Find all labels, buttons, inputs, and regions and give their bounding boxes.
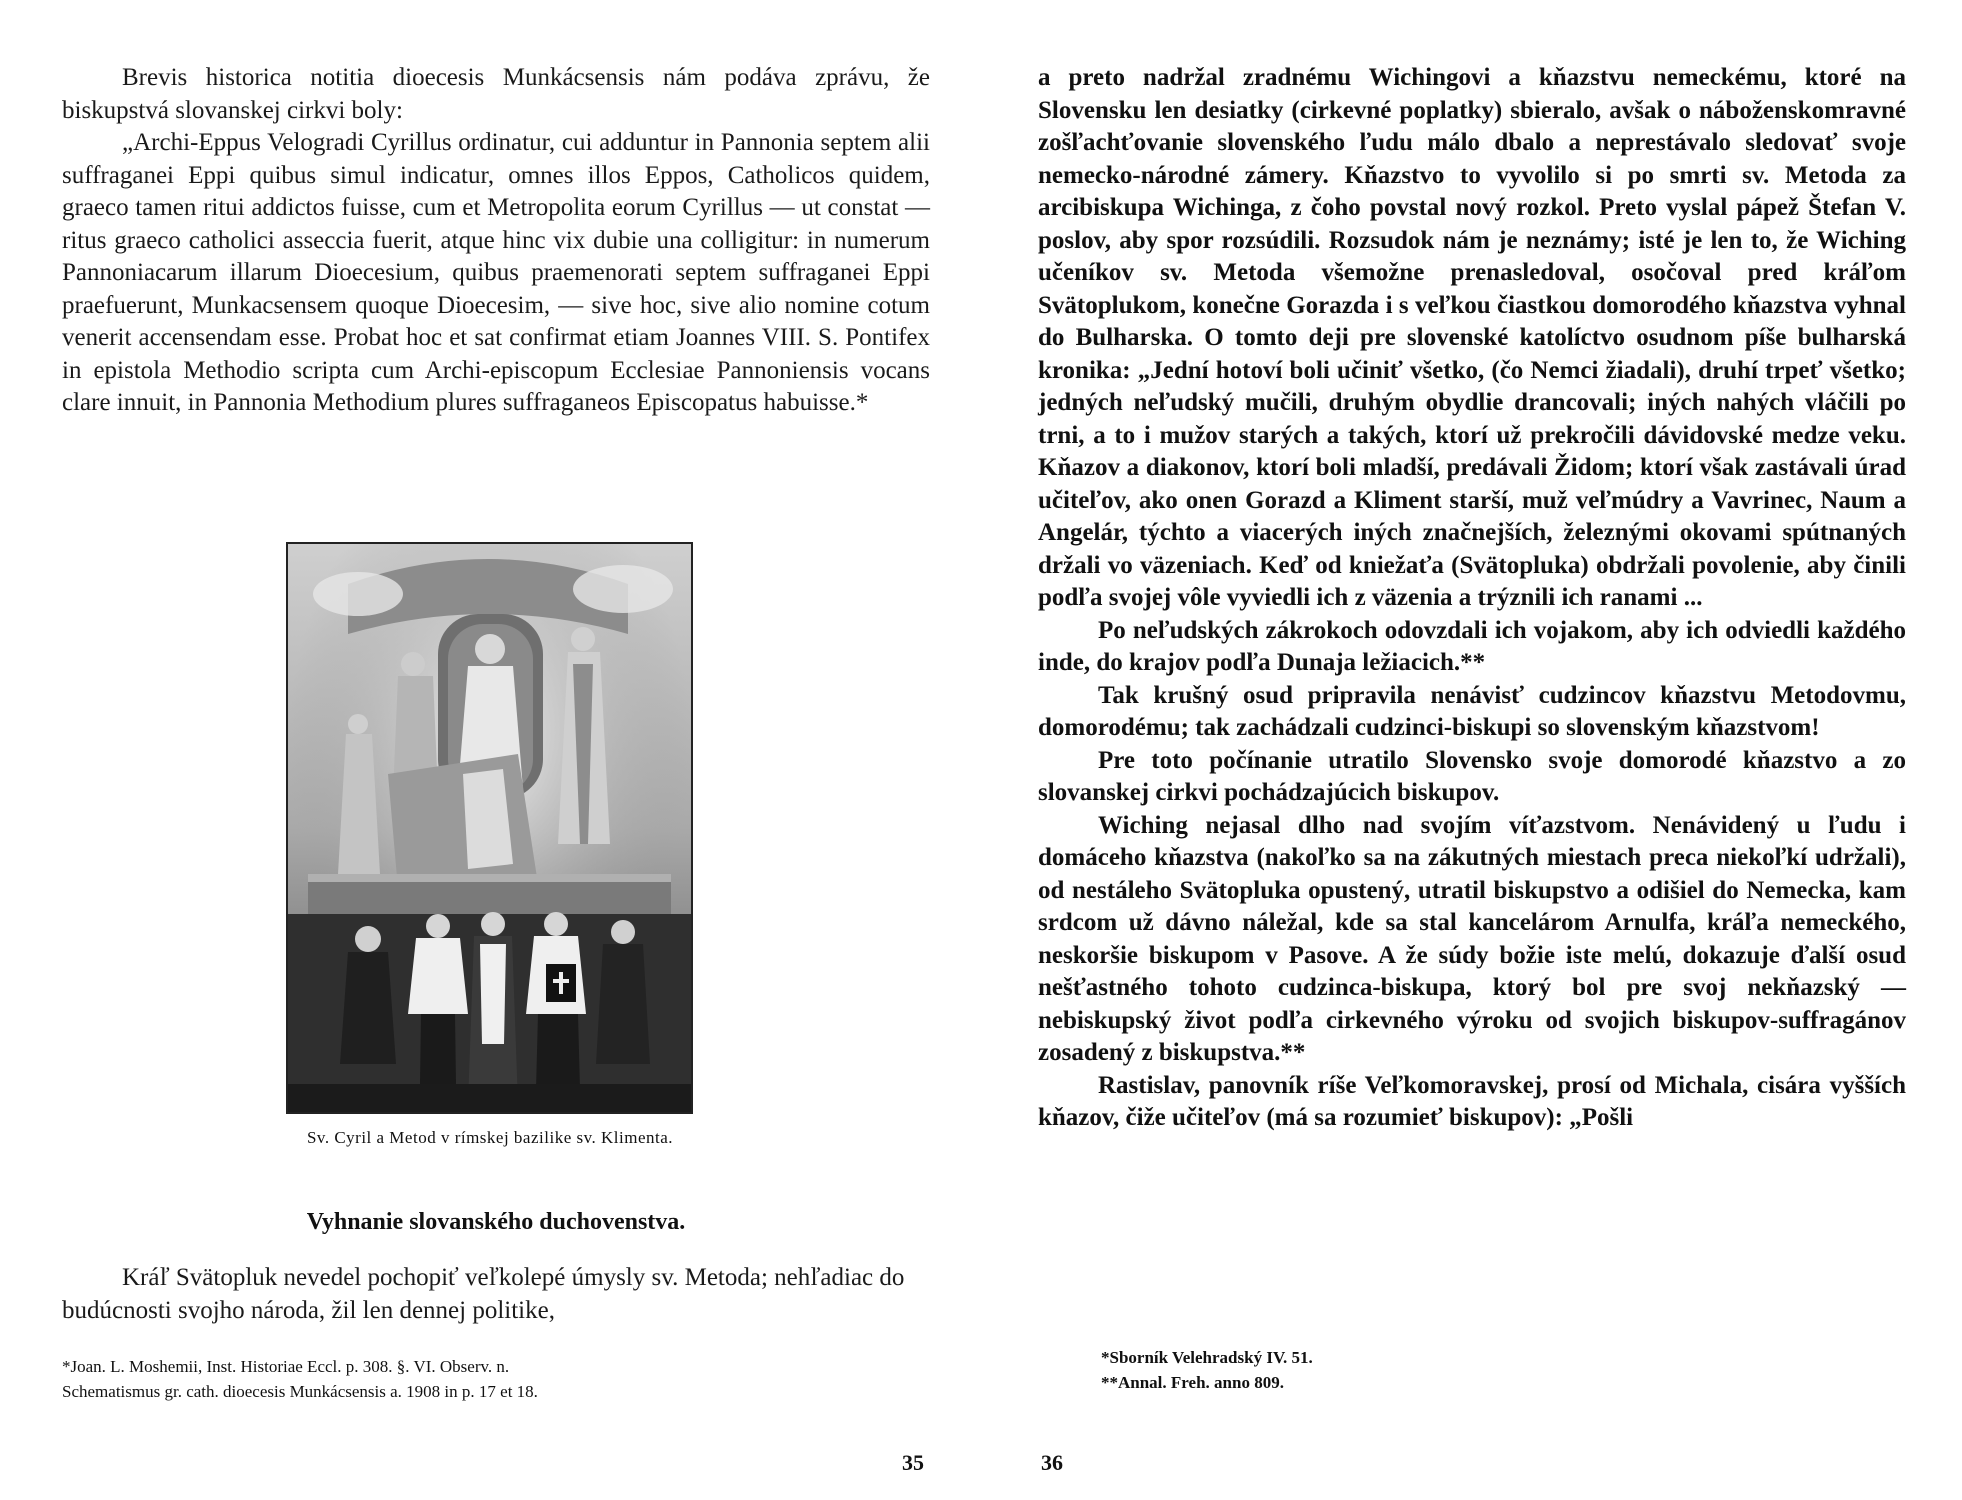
right-page (981, 0, 1962, 1500)
section-heading: Vyhnanie slovanského duchovenstva. (306, 1209, 686, 1235)
left-after-heading (62, 1262, 930, 1327)
right-paragraph-wiching: a preto nadržal zradnému Wichingovi a kňazstvu nemeckému, ktoré na Slovensku len desiatky (cirkevné poplatky) sbieralo, avšak o náboženskomravné zošľachťovanie slovenského ľudu málo dbalo a neprestávalo sledovať svoje nemecko-národné zámery. Kňazstvo to vyvolilo si po smrti sv. Metoda za arcibiskupa Wichinga, z čoho povstal nový rozkol. Preto vyslal pápež Štefan V. poslov, aby spor rozsúdili. Rozsudok nám je neznámy; isté je len to, že Wiching učeníkov sv. Metoda všemožne prenasledoval, osočoval pred kráľom Svätoplukom, konečne Gorazda i s veľkou čiastkou domorodého kňazstva vyhnal do Bulharska. O tomto deji pre slovenské katolíctvo osudnom píše bulharská kronika: „Jední hotoví boli učiniť všetko, (čo Nemci žiadali), druhí trpeť všetko; jedných neľudský mučili, druhým obydlie drancovali; iných nahých vláčili po trni, a to i mužov starých a takých, ktorí už prekročili dávidovské medze veku. Kňazov a diakonov, ktorí boli mladší, predávali Židom; ktorí však zastávali úrad učiteľov, ako onen Gorazd a Kliment starší, muž veľmúdry a Vavrinec, Naum a Angelár, týchto a viacerých iných značnejších, železnými okovami spútnaných držali vo väzeniach. Keď od kniežaťa (Svätopluka) obdržali povolenie, aby činili podľa svojej vôle vyviedli ich z väzenia a trýznili ich ranami ... (1038, 64, 1906, 611)
footnote-schematismus: Schematismus gr. cath. dioecesis Munkácsensis a. 1908 in p. 17 et 18. (62, 1382, 538, 1401)
right-paragraph-fate: Tak krušný osud pripravila nenávisť cudzincov kňazstvu Metodovmu, domorodému; tak zachádzali cudzinci-biskupi so slovenským kňazstvom! (1038, 681, 1906, 741)
footnote-sbornik: *Sborník Velehradský IV. 51. (1101, 1348, 1313, 1367)
left-footnotes (62, 1354, 930, 1404)
photo-cyril-methodius (286, 542, 693, 1114)
right-paragraph-wiching-end: Wiching nejasal dlho nad svojím víťazstvom. Nenávidený u ľudu i domáceho kňazstva (nakoľko sa na zákutných miestach preca niekoľkí udržali), od nestáleho Svätopluka opustený, utratil biskupstvo a odišiel do Nemecka, kam srdcom už dávno náležal, kde sa stal kancelárom Arnulfa, kráľa nemeckého, neskoršie biskupom v Pasove. A že súdy božie iste melú, dokazuje ďalší osud nešťastného tohoto cudzinca-biskupa, ktorý bol pre svoj nekňazský — nebiskupský život podľa cirkevného výroku od svojich biskupov-suffragánov zosadený z biskupstva.** (1038, 811, 1906, 1066)
footnote-mosheim: *Joan. L. Moshemii, Inst. Historiae Eccl. p. 308. §. VI. Observ. n. (62, 1357, 510, 1376)
right-body (1038, 62, 1906, 1135)
page-number-left: 35 (902, 1450, 924, 1475)
left-paragraph-latin-quote: „Archi-Eppus Velogradi Cyrillus ordinatur, cui adduntur in Pannonia septem alii suffraganei Eppi quibus simul indicatur, omnes illos Eppos, Catholicos quidem, graeco tamen ritui addictos fuisse, cum et Metropolita eorum Cyrillus — ut constat — ritus graeco catholici asseccia fuerit, atque hinc vix dubie una colligitur: in numerum Pannoniacarum illarum Dioecesium, quibus praemenorati septem suffraganei Eppi praefuerunt, Munkacsensem quoque Dioecesim, — sive hoc, sive alio nomine cotum venerit accensendam esse. Probat hoc et sat confirmat etiam Joannes VIII. S. Pontifex in epistola Methodio scripta cum Archi-episcopum Ecclesiae Pannoniensis vocans clare innuit, in Pannonia Methodium plures suffraganeos Episcopatus habuisse.* (62, 129, 930, 416)
right-paragraph-soldiers: Po neľudských zákrokoch odovzdali ich vojakom, aby ich odviedli každého inde, do krajov podľa Dunaja ležiacich.** (1038, 616, 1906, 676)
right-paragraph-loss: Pre toto počínanie utratilo Slovensko svoje domorodé kňazstvo a zo slovanskej cirkvi pochádzajúcich biskupov. (1038, 746, 1906, 806)
left-paragraph-svatopluk: Kráľ Svätopluk nevedel pochopiť veľkolepé úmysly sv. Metoda; nehľadiac do budúcnosti svojho národa, žil len dennej politike, (62, 1264, 905, 1324)
footnote-annal: **Annal. Freh. anno 809. (1101, 1373, 1284, 1392)
left-paragraph-intro: Brevis historica notitia dioecesis Munkácsensis nám podáva zprávu, že biskupstvá slovanskej cirkvi boly: (62, 64, 930, 124)
left-body (62, 62, 930, 420)
photo-caption: Sv. Cyril a Metod v rímskej bazilike sv. Klimenta. (306, 1128, 674, 1147)
page-number-right: 36 (1041, 1450, 1063, 1475)
right-footnotes (1101, 1345, 1801, 1395)
right-paragraph-rastislav: Rastislav, panovník ríše Veľkomoravskej, prosí od Michala, cisára vyšších kňazov, čiže učiteľov (má sa rozumieť biskupov): „Pošli (1038, 1071, 1906, 1131)
